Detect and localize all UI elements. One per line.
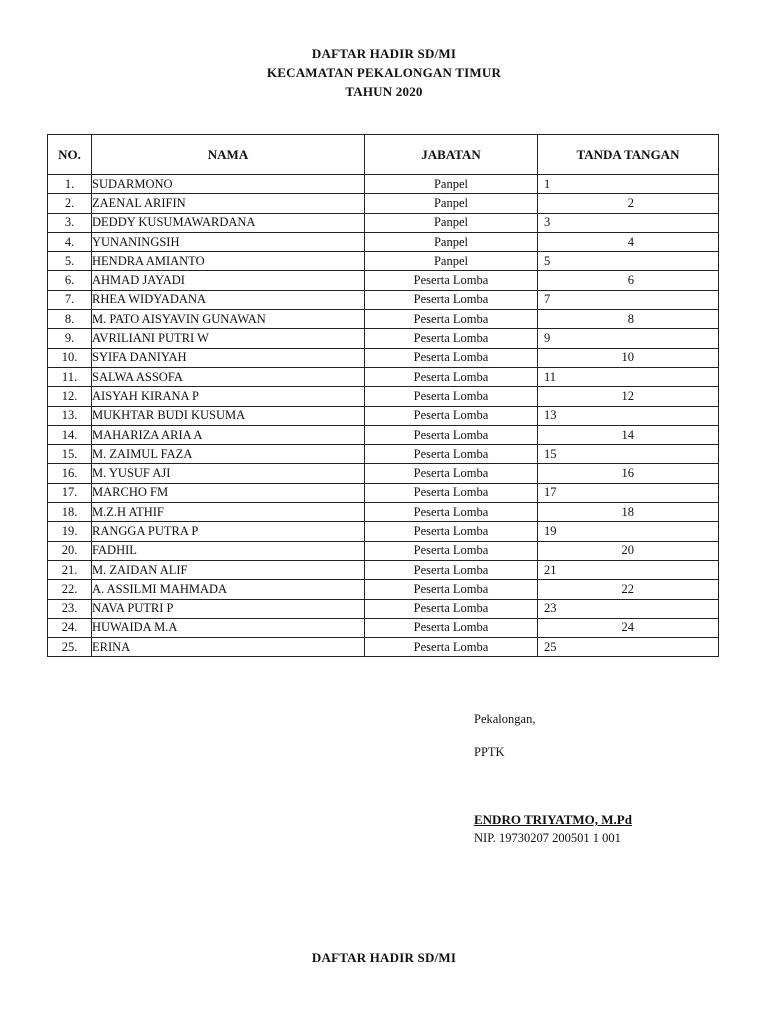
row-number: 22. — [48, 580, 92, 599]
row-name: ERINA — [92, 638, 365, 657]
row-signature-number: 25 — [538, 638, 719, 657]
row-number: 5. — [48, 252, 92, 271]
row-name: DEDDY KUSUMAWARDANA — [92, 213, 365, 232]
row-jabatan: Peserta Lomba — [365, 580, 538, 599]
row-signature-number: 14 — [538, 425, 719, 444]
attendance-table-body — [48, 175, 719, 657]
row-signature-number: 17 — [538, 483, 719, 502]
table-row — [48, 560, 719, 579]
row-signature-number: 6 — [538, 271, 719, 290]
row-signature-number: 24 — [538, 618, 719, 637]
table-row — [48, 213, 719, 232]
row-number: 6. — [48, 271, 92, 290]
row-number: 11. — [48, 367, 92, 386]
row-jabatan: Peserta Lomba — [365, 445, 538, 464]
signatory-nip: NIP. 19730207 200501 1 001 — [474, 831, 621, 845]
table-row — [48, 425, 719, 444]
signatory-name: ENDRO TRIYATMO, M.Pd — [474, 812, 632, 827]
row-jabatan: Panpel — [365, 213, 538, 232]
row-number: 3. — [48, 213, 92, 232]
row-jabatan: Panpel — [365, 252, 538, 271]
row-name: HUWAIDA M.A — [92, 618, 365, 637]
row-jabatan: Peserta Lomba — [365, 599, 538, 618]
heading-district: KECAMATAN PEKALONGAN TIMUR — [266, 65, 502, 80]
row-signature-number: 20 — [538, 541, 719, 560]
row-signature-number: 2 — [538, 194, 719, 213]
row-jabatan: Peserta Lomba — [365, 387, 538, 406]
column-header-tanda-tangan: TANDA TANGAN — [538, 135, 719, 175]
row-jabatan: Peserta Lomba — [365, 464, 538, 483]
column-header-nama: NAMA — [92, 135, 365, 175]
row-number: 1. — [48, 175, 92, 194]
table-row — [48, 503, 719, 522]
row-jabatan: Peserta Lomba — [365, 271, 538, 290]
row-signature-number: 9 — [538, 329, 719, 348]
row-name: M. YUSUF AJI — [92, 464, 365, 483]
row-jabatan: Peserta Lomba — [365, 560, 538, 579]
row-jabatan: Peserta Lomba — [365, 522, 538, 541]
row-number: 8. — [48, 310, 92, 329]
row-jabatan: Peserta Lomba — [365, 367, 538, 386]
row-name: SALWA ASSOFA — [92, 367, 365, 386]
signature-place: Pekalongan, — [474, 712, 536, 726]
row-name: YUNANINGSIH — [92, 232, 365, 251]
table-row — [48, 232, 719, 251]
row-signature-number: 12 — [538, 387, 719, 406]
table-row — [48, 541, 719, 560]
row-name: FADHIL — [92, 541, 365, 560]
table-row — [48, 252, 719, 271]
row-number: 21. — [48, 560, 92, 579]
table-row — [48, 638, 719, 657]
row-number: 7. — [48, 290, 92, 309]
signature-role: PPTK — [474, 745, 505, 759]
row-name: SYIFA DANIYAH — [92, 348, 365, 367]
row-signature-number: 19 — [538, 522, 719, 541]
row-number: 15. — [48, 445, 92, 464]
table-row — [48, 483, 719, 502]
row-signature-number: 8 — [538, 310, 719, 329]
row-number: 4. — [48, 232, 92, 251]
row-number: 17. — [48, 483, 92, 502]
row-number: 13. — [48, 406, 92, 425]
row-number: 18. — [48, 503, 92, 522]
table-row — [48, 271, 719, 290]
table-row — [48, 599, 719, 618]
row-name: SUDARMONO — [92, 175, 365, 194]
table-header-row — [48, 135, 719, 175]
row-jabatan: Peserta Lomba — [365, 483, 538, 502]
row-name: NAVA PUTRI P — [92, 599, 365, 618]
table-row — [48, 367, 719, 386]
row-name: MARCHO FM — [92, 483, 365, 502]
row-signature-number: 13 — [538, 406, 719, 425]
row-jabatan: Peserta Lomba — [365, 541, 538, 560]
row-name: AVRILIANI PUTRI W — [92, 329, 365, 348]
next-page-heading: DAFTAR HADIR SD/MI — [311, 950, 457, 965]
row-jabatan: Peserta Lomba — [365, 503, 538, 522]
row-name: MUKHTAR BUDI KUSUMA — [92, 406, 365, 425]
heading-year: TAHUN 2020 — [345, 84, 423, 99]
row-name: A. ASSILMI MAHMADA — [92, 580, 365, 599]
row-jabatan: Panpel — [365, 175, 538, 194]
column-header-jabatan: JABATAN — [365, 135, 538, 175]
row-jabatan: Peserta Lomba — [365, 310, 538, 329]
table-row — [48, 464, 719, 483]
row-name: ZAENAL ARIFIN — [92, 194, 365, 213]
row-signature-number: 5 — [538, 252, 719, 271]
row-name: AHMAD JAYADI — [92, 271, 365, 290]
row-signature-number: 16 — [538, 464, 719, 483]
table-row — [48, 522, 719, 541]
row-number: 25. — [48, 638, 92, 657]
row-signature-number: 23 — [538, 599, 719, 618]
row-name: M. PATO AISYAVIN GUNAWAN — [92, 310, 365, 329]
table-row — [48, 310, 719, 329]
row-name: M.Z.H ATHIF — [92, 503, 365, 522]
row-jabatan: Peserta Lomba — [365, 618, 538, 637]
row-jabatan: Panpel — [365, 232, 538, 251]
row-name: M. ZAIMUL FAZA — [92, 445, 365, 464]
row-signature-number: 3 — [538, 213, 719, 232]
row-number: 12. — [48, 387, 92, 406]
row-number: 9. — [48, 329, 92, 348]
row-number: 14. — [48, 425, 92, 444]
row-signature-number: 18 — [538, 503, 719, 522]
row-name: MAHARIZA ARIA A — [92, 425, 365, 444]
row-name: M. ZAIDAN ALIF — [92, 560, 365, 579]
attendance-table — [47, 134, 719, 657]
column-header-no: NO. — [48, 135, 92, 175]
row-signature-number: 15 — [538, 445, 719, 464]
row-name: AISYAH KIRANA P — [92, 387, 365, 406]
table-row — [48, 194, 719, 213]
row-number: 2. — [48, 194, 92, 213]
row-jabatan: Peserta Lomba — [365, 425, 538, 444]
row-jabatan: Peserta Lomba — [365, 638, 538, 657]
row-name: RHEA WIDYADANA — [92, 290, 365, 309]
row-number: 16. — [48, 464, 92, 483]
row-number: 24. — [48, 618, 92, 637]
table-row — [48, 175, 719, 194]
row-signature-number: 22 — [538, 580, 719, 599]
table-row — [48, 445, 719, 464]
row-jabatan: Peserta Lomba — [365, 348, 538, 367]
table-row — [48, 580, 719, 599]
document-heading — [0, 44, 768, 101]
row-number: 10. — [48, 348, 92, 367]
heading-title: DAFTAR HADIR SD/MI — [311, 46, 457, 61]
row-signature-number: 4 — [538, 232, 719, 251]
row-signature-number: 7 — [538, 290, 719, 309]
row-signature-number: 21 — [538, 560, 719, 579]
row-name: HENDRA AMIANTO — [92, 252, 365, 271]
row-signature-number: 11 — [538, 367, 719, 386]
row-number: 23. — [48, 599, 92, 618]
table-row — [48, 406, 719, 425]
row-signature-number: 1 — [538, 175, 719, 194]
table-row — [48, 348, 719, 367]
row-name: RANGGA PUTRA P — [92, 522, 365, 541]
row-jabatan: Peserta Lomba — [365, 406, 538, 425]
row-number: 19. — [48, 522, 92, 541]
row-jabatan: Peserta Lomba — [365, 290, 538, 309]
row-jabatan: Panpel — [365, 194, 538, 213]
row-number: 20. — [48, 541, 92, 560]
table-row — [48, 387, 719, 406]
table-row — [48, 329, 719, 348]
row-signature-number: 10 — [538, 348, 719, 367]
table-row — [48, 290, 719, 309]
row-jabatan: Peserta Lomba — [365, 329, 538, 348]
table-row — [48, 618, 719, 637]
